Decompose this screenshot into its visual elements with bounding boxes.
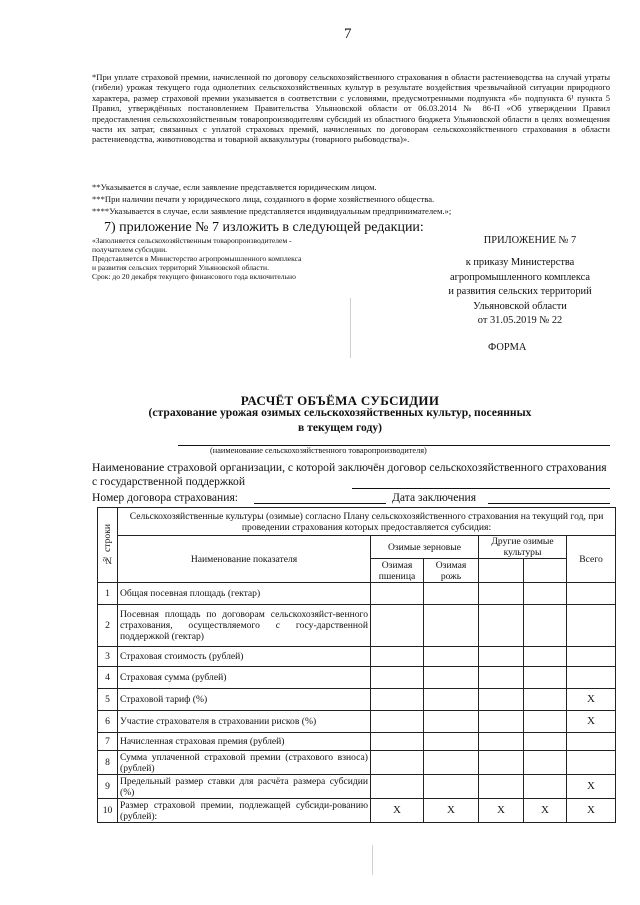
other-crop-1-cell[interactable]	[479, 605, 524, 647]
other-crop-2-cell[interactable]	[524, 711, 567, 733]
other-crop-1-cell[interactable]	[479, 775, 524, 799]
rye-header: Озимая рожь	[424, 559, 479, 583]
scan-artifact	[372, 845, 373, 875]
total-cell[interactable]: X	[567, 775, 616, 799]
submission-note-line: и развития сельских территорий Ульяновской области.	[92, 263, 270, 272]
total-cell[interactable]	[567, 605, 616, 647]
subtitle-line: в текущем году)	[297, 421, 382, 434]
rye-cell[interactable]	[424, 605, 479, 647]
wheat-cell[interactable]	[371, 647, 424, 667]
other-crop-1-cell[interactable]	[479, 583, 524, 605]
row-number: 3	[98, 647, 118, 667]
subsidy-calculation-table	[97, 507, 616, 823]
document-title: РАСЧЁТ ОБЪЁМА СУБСИДИИ	[240, 393, 440, 408]
total-cell[interactable]	[567, 733, 616, 751]
winter-grain-header: Озимые зерновые	[371, 536, 479, 559]
scan-artifact	[350, 298, 351, 358]
footnote-3: ***При наличии печати у юридического лица, созданного в форме хозяйственного общества.	[92, 194, 435, 204]
row-number: 10	[98, 799, 118, 823]
rye-cell[interactable]	[424, 583, 479, 605]
row-label: Сумма уплаченной страховой премии (страхового взноса) (рублей)	[118, 751, 371, 775]
other-winter-header: Другие озимые культуры	[479, 536, 567, 559]
row-number: 6	[98, 711, 118, 733]
amendment-item-7: 7) приложение № 7 изложить в следующей редакции:	[104, 220, 424, 235]
wheat-cell[interactable]	[371, 711, 424, 733]
row-number: 5	[98, 689, 118, 711]
wheat-header: Озимая пшеница	[371, 559, 424, 583]
row-number: 1	[98, 583, 118, 605]
appendix-title: ПРИЛОЖЕНИЕ № 7	[483, 235, 577, 246]
other-crop-2-cell[interactable]: X	[524, 799, 567, 823]
other-crop-1-cell[interactable]	[479, 647, 524, 667]
row-label: Участие страхователя в страховании рисков (%)	[118, 711, 371, 733]
row-label: Общая посевная площадь (гектар)	[118, 583, 371, 605]
row-label: Предельный размер ставки для расчёта размера субсидии (%)	[118, 775, 371, 799]
other-crop-1-cell[interactable]: X	[479, 799, 524, 823]
appendix-line: к приказу Министерства	[465, 257, 575, 268]
footnote-4: ****Указывается в случае, если заявление представляется индивидуальным предпринимателем.»;	[92, 206, 452, 216]
other-crop-1-cell[interactable]	[479, 733, 524, 751]
insurer-name-line[interactable]	[352, 488, 610, 489]
other-crop-2-header	[524, 559, 567, 583]
crops-header: Сельскохозяйственные культуры (озимые) согласно Плану сельскохозяйственного страхования на текущий год, при проведении страхования которых предоставляется субсидия:	[118, 508, 616, 536]
row-number: 4	[98, 667, 118, 689]
contract-date-line[interactable]	[488, 503, 610, 504]
row-number: 2	[98, 605, 118, 647]
table-row	[98, 711, 616, 733]
wheat-cell[interactable]	[371, 751, 424, 775]
rye-cell[interactable]	[424, 751, 479, 775]
table-row	[98, 605, 616, 647]
rye-cell[interactable]: X	[424, 799, 479, 823]
submission-note-line: Срок: до 20 декабря текущего финансового года включительно	[92, 272, 296, 281]
contract-number-line[interactable]	[254, 503, 386, 504]
other-crop-1-cell[interactable]	[479, 667, 524, 689]
wheat-cell[interactable]	[371, 667, 424, 689]
submission-note-line: получателем субсидии.	[92, 245, 168, 254]
total-cell[interactable]: X	[567, 711, 616, 733]
appendix-line: агропромышленного комплекса	[449, 271, 591, 283]
wheat-cell[interactable]: X	[371, 799, 424, 823]
table-row	[98, 775, 616, 799]
other-crop-1-header	[479, 559, 524, 583]
rye-cell[interactable]	[424, 733, 479, 751]
rye-cell[interactable]	[424, 711, 479, 733]
submission-note	[92, 236, 362, 281]
rye-cell[interactable]	[424, 647, 479, 667]
footnote-2: **Указывается в случае, если заявление представляется юридическим лицом.	[92, 182, 377, 192]
other-crop-1-cell[interactable]	[479, 711, 524, 733]
row-number: 9	[98, 775, 118, 799]
wheat-cell[interactable]	[371, 733, 424, 751]
submission-note-line: Представляется в Министерство агропромышленного комплекса	[92, 254, 302, 263]
other-crop-1-cell[interactable]	[479, 689, 524, 711]
other-crop-1-cell[interactable]	[479, 751, 524, 775]
row-label: Страховая сумма (рублей)	[118, 667, 371, 689]
table-body	[98, 583, 616, 823]
page-number: 7	[344, 26, 352, 42]
rye-cell[interactable]	[424, 667, 479, 689]
total-cell[interactable]	[567, 751, 616, 775]
footnote-1: *При уплате страховой премии, начисленной по договору сельскохозяйственного страхования в области растениеводства на случай утраты (гибели) урожая текущего года однолетних сельскохозяйственных культур в результате воздействия чрезвычайной ситуации природного характера, размер страховой премии указывается в соответствии с условиями, предусмотренными подпункта «б» подпункта 6¹ пункта 5 Правил, утверждённых постановлением Правительства Ульяновской области от 06.03.2014 № 86-П «Об утверждении Правил предоставления сельскохозяйственным товаропроизводителям субсидий из областного бюджета Ульяновской области в целях возмещения части их затрат, связанных с уплатой страховых премий, начисленных по договорам сельскохозяйственного страхования в области растениеводства, животноводства и товарной аквакультуры (товарного рыбоводства)».	[92, 72, 610, 145]
appendix-block	[410, 256, 630, 329]
form-label: ФОРМА	[488, 342, 527, 353]
row-label: Посевная площадь по договорам сельскохозяйст-венного страхования, осуществляемого с госу-дарственной поддержкой (гектар)	[118, 605, 371, 647]
row-label: Страховая стоимость (рублей)	[118, 647, 371, 667]
row-number: 8	[98, 751, 118, 775]
insurer-name-label: Наименование страховой организации, с которой заключён договор сельскохозяйственного страхования с государственной поддержкой	[92, 461, 607, 488]
indicator-header: Наименование показателя	[118, 536, 371, 583]
producer-name-caption: (наименование сельскохозяйственного товаропроизводителя)	[210, 446, 427, 455]
total-cell[interactable]	[567, 667, 616, 689]
appendix-line: и развития сельских территорий	[448, 286, 592, 297]
contract-date-label: Дата заключения	[392, 491, 477, 504]
other-crop-2-cell[interactable]	[524, 689, 567, 711]
rownum-header-cell	[98, 508, 118, 583]
total-header: Всего	[567, 536, 616, 583]
other-crop-2-cell[interactable]	[524, 605, 567, 647]
total-cell[interactable]	[567, 647, 616, 667]
row-label: Начисленная страховая премия (рублей)	[118, 733, 371, 751]
rye-cell[interactable]	[424, 689, 479, 711]
wheat-cell[interactable]	[371, 689, 424, 711]
appendix-line: от 31.05.2019 № 22	[477, 315, 563, 326]
submission-note-line: «Заполняется сельскохозяйственным товаропроизводителем -	[92, 236, 292, 245]
row-label: Размер страховой премии, подлежащей субсиди-рованию (рублей):	[118, 799, 371, 823]
table-row	[98, 667, 616, 689]
table-row	[98, 689, 616, 711]
other-crop-2-cell[interactable]	[524, 733, 567, 751]
document-subtitle	[110, 405, 570, 435]
table-row	[98, 583, 616, 605]
other-crop-2-cell[interactable]	[524, 775, 567, 799]
appendix-line: Ульяновской области	[473, 300, 567, 312]
other-crop-2-cell[interactable]	[524, 667, 567, 689]
row-number: 7	[98, 733, 118, 751]
contract-number-label: Номер договора страхования:	[92, 491, 238, 504]
other-crop-2-cell[interactable]	[524, 647, 567, 667]
table-row	[98, 733, 616, 751]
wheat-cell[interactable]	[371, 583, 424, 605]
total-cell[interactable]: X	[567, 799, 616, 823]
row-label: Страховой тариф (%)	[118, 689, 371, 711]
table-row	[98, 647, 616, 667]
table-row	[98, 799, 616, 823]
total-cell[interactable]	[567, 583, 616, 605]
other-crop-2-cell[interactable]	[524, 583, 567, 605]
wheat-cell[interactable]	[371, 605, 424, 647]
subtitle-line: (страхование урожая озимых сельскохозяйственных культур, посеянных	[148, 406, 532, 419]
rye-cell[interactable]	[424, 775, 479, 799]
other-crop-2-cell[interactable]	[524, 751, 567, 775]
wheat-cell[interactable]	[371, 775, 424, 799]
total-cell[interactable]: X	[567, 689, 616, 711]
rownum-header: № строки	[102, 524, 113, 566]
table-row	[98, 751, 616, 775]
